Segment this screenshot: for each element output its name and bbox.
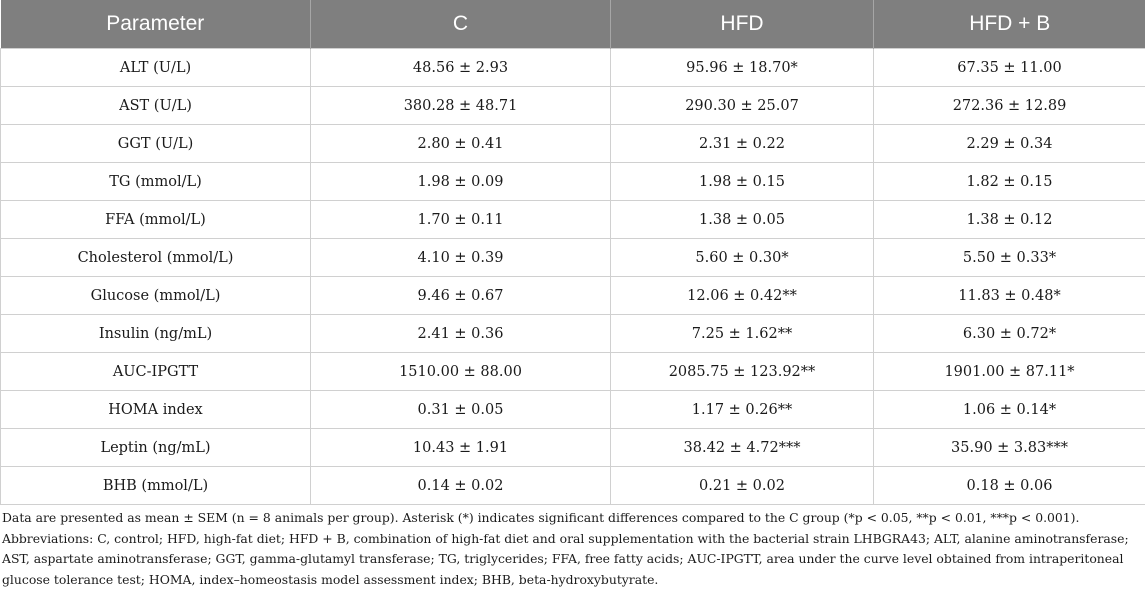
table-row [1,353,1145,391]
cell-c: 2.41 ± 0.36 [311,315,611,353]
table-body [1,49,1145,505]
cell-c: 0.14 ± 0.02 [311,467,611,505]
cell-hfd: 2085.75 ± 123.92** [611,353,874,391]
cell-hfd-b: 1901.00 ± 87.11* [874,353,1145,391]
cell-parameter: Glucose (mmol/L) [1,277,311,315]
header-row [1,0,1145,49]
cell-hfd: 7.25 ± 1.62** [611,315,874,353]
cell-c: 48.56 ± 2.93 [311,49,611,87]
cell-hfd: 12.06 ± 0.42** [611,277,874,315]
cell-hfd-b: 1.06 ± 0.14* [874,391,1145,429]
cell-c: 380.28 ± 48.71 [311,87,611,125]
cell-hfd: 1.17 ± 0.26** [611,391,874,429]
table-row [1,239,1145,277]
cell-parameter: BHB (mmol/L) [1,467,311,505]
cell-hfd-b: 5.50 ± 0.33* [874,239,1145,277]
cell-c: 2.80 ± 0.41 [311,125,611,163]
table-row [1,315,1145,353]
table-header [1,0,1145,49]
table-row [1,467,1145,505]
table-row [1,429,1145,467]
cell-c: 1.98 ± 0.09 [311,163,611,201]
header-hfd-b: HFD + B [874,0,1145,49]
cell-hfd: 2.31 ± 0.22 [611,125,874,163]
cell-parameter: TG (mmol/L) [1,163,311,201]
table-row [1,87,1145,125]
cell-hfd-b: 1.82 ± 0.15 [874,163,1145,201]
table-row [1,125,1145,163]
table-row [1,277,1145,315]
cell-hfd-b: 11.83 ± 0.48* [874,277,1145,315]
cell-hfd-b: 272.36 ± 12.89 [874,87,1145,125]
cell-parameter: AUC-IPGTT [1,353,311,391]
cell-hfd: 95.96 ± 18.70* [611,49,874,87]
table-footnote: Data are presented as mean ± SEM (n = 8 animals per group). Asterisk (*) indicates significant differences compared to the C group (*p < 0.05, **p < 0.01, ***p < 0.001). Abbreviations: C, control; HFD, high-fat diet; HFD + B, combination of high-fat diet and oral supplementation with the bacterial strain LHBGRA43; ALT, alanine aminotransferase; AST, aspartate aminotransferase; GGT, gamma-glutamyl transferase; TG, triglycerides; FFA, free fatty acids; AUC-IPGTT, area under the curve level obtained from intraperitoneal glucose tolerance test; HOMA, index–homeostasis model assessment index; BHB, beta-hydroxybutyrate. [2,510,1129,587]
cell-parameter: Leptin (ng/mL) [1,429,311,467]
cell-c: 4.10 ± 0.39 [311,239,611,277]
cell-c: 9.46 ± 0.67 [311,277,611,315]
cell-hfd: 290.30 ± 25.07 [611,87,874,125]
header-c: C [311,0,611,49]
cell-hfd-b: 0.18 ± 0.06 [874,467,1145,505]
cell-hfd-b: 6.30 ± 0.72* [874,315,1145,353]
cell-hfd: 1.98 ± 0.15 [611,163,874,201]
cell-c: 1.70 ± 0.11 [311,201,611,239]
cell-parameter: Insulin (ng/mL) [1,315,311,353]
cell-c: 0.31 ± 0.05 [311,391,611,429]
cell-parameter: FFA (mmol/L) [1,201,311,239]
header-parameter: Parameter [1,0,311,49]
cell-hfd-b: 67.35 ± 11.00 [874,49,1145,87]
cell-parameter: Cholesterol (mmol/L) [1,239,311,277]
cell-parameter: GGT (U/L) [1,125,311,163]
table-row [1,163,1145,201]
table-row [1,391,1145,429]
cell-hfd: 38.42 ± 4.72*** [611,429,874,467]
cell-hfd: 1.38 ± 0.05 [611,201,874,239]
cell-parameter: ALT (U/L) [1,49,311,87]
cell-parameter: HOMA index [1,391,311,429]
cell-c: 10.43 ± 1.91 [311,429,611,467]
table-row [1,49,1145,87]
cell-hfd: 5.60 ± 0.30* [611,239,874,277]
cell-parameter: AST (U/L) [1,87,311,125]
header-hfd: HFD [611,0,874,49]
table-row [1,201,1145,239]
cell-c: 1510.00 ± 88.00 [311,353,611,391]
cell-hfd-b: 1.38 ± 0.12 [874,201,1145,239]
cell-hfd: 0.21 ± 0.02 [611,467,874,505]
cell-hfd-b: 2.29 ± 0.34 [874,125,1145,163]
cell-hfd-b: 35.90 ± 3.83*** [874,429,1145,467]
